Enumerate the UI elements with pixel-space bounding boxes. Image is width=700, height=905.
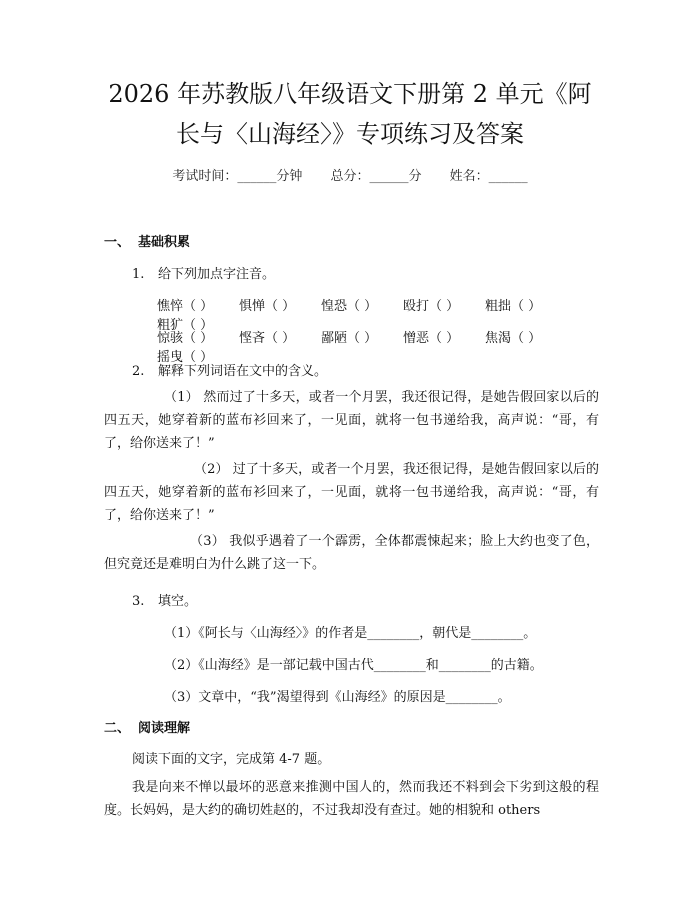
question-3	[132, 590, 197, 609]
pinyin-item: 殴打（ ）	[403, 299, 460, 314]
document-title-line1: 2026 年苏教版八年级语文下册第 2 单元《阿	[108, 80, 592, 108]
section-title: 阅读理解	[138, 721, 191, 736]
question-text: 解释下列词语在文中的含义。	[158, 364, 328, 379]
question-1	[132, 263, 275, 282]
question-number: 3.	[132, 594, 145, 609]
pinyin-item: 惧惮（ ）	[239, 299, 296, 314]
fill-blank-1: （1）《阿长与〈山海经〉》的作者是________，朝代是________。	[164, 626, 537, 641]
question-2-paragraph-3: （3） 我似乎遇着了一个霹雳，全体都震悚起来；脸上大约也变了色，但究竟还是难明白为什么跳了这一下。	[104, 534, 599, 572]
reading-passage: 我是向来不惮以最坏的恶意来推测中国人的，然而我还不料到会下劣到这般的程度。长妈妈，是大约的确切姓赵的，不过我却没有查过。她的相貌和 others	[104, 780, 599, 818]
question-number: 1.	[132, 267, 145, 282]
exam-score: 总分：______分	[330, 169, 422, 184]
question-text: 给下列加点字注音。	[158, 267, 276, 282]
question-text: 填空。	[158, 594, 198, 609]
pinyin-item: 鄙陋（ ）	[321, 331, 378, 346]
pinyin-item: 摇曳（ ）	[157, 350, 214, 365]
question-2-paragraph-1: （1） 然而过了十多天，或者一个月罢，我还很记得，是她告假回家以后的四五天，她穿着新的蓝布衫回来了，一见面，就将一包书递给我，高声说：“哥，有了，给你送来了！”	[104, 390, 599, 451]
pinyin-item: 惊骇（ ）	[157, 331, 214, 346]
reading-intro: 阅读下面的文字，完成第 4-7 题。	[132, 752, 331, 767]
exam-time: 考试时间：______分钟	[172, 169, 303, 184]
document-title-line2: 长与〈山海经〉》专项练习及答案	[176, 120, 524, 148]
question-number: 2.	[132, 364, 145, 379]
section-heading-1	[104, 231, 190, 250]
exam-name: 姓名：______	[449, 169, 528, 184]
pinyin-item: 粗犷（ ）	[157, 318, 214, 333]
pinyin-item: 粗拙（ ）	[485, 299, 542, 314]
section-number: 二、	[104, 721, 131, 736]
fill-blank-3: （3）文章中，“我”渴望得到《山海经》的原因是________。	[164, 690, 511, 705]
pinyin-item: 憔悴（ ）	[157, 299, 214, 314]
pinyin-item: 憎恶（ ）	[403, 331, 460, 346]
section-title: 基础积累	[138, 235, 191, 250]
pinyin-item: 焦渴（ ）	[485, 331, 542, 346]
pinyin-item: 惶恐（ ）	[321, 299, 378, 314]
section-heading-2	[104, 717, 190, 736]
question-2	[132, 360, 327, 379]
section-number: 一、	[104, 235, 131, 250]
fill-blank-2: （2）《山海经》是一部记载中国古代________和________的古籍。	[164, 658, 543, 673]
exam-meta	[0, 165, 700, 184]
question-2-paragraph-2: （2） 过了十多天，或者一个月罢，我还很记得，是她告假回家以后的四五天，她穿着新的蓝布衫回来了，一见面，就将一包书递给我，高声说：“哥，有了，给你送来了！”	[104, 462, 599, 523]
pinyin-item: 悭吝（ ）	[239, 331, 296, 346]
